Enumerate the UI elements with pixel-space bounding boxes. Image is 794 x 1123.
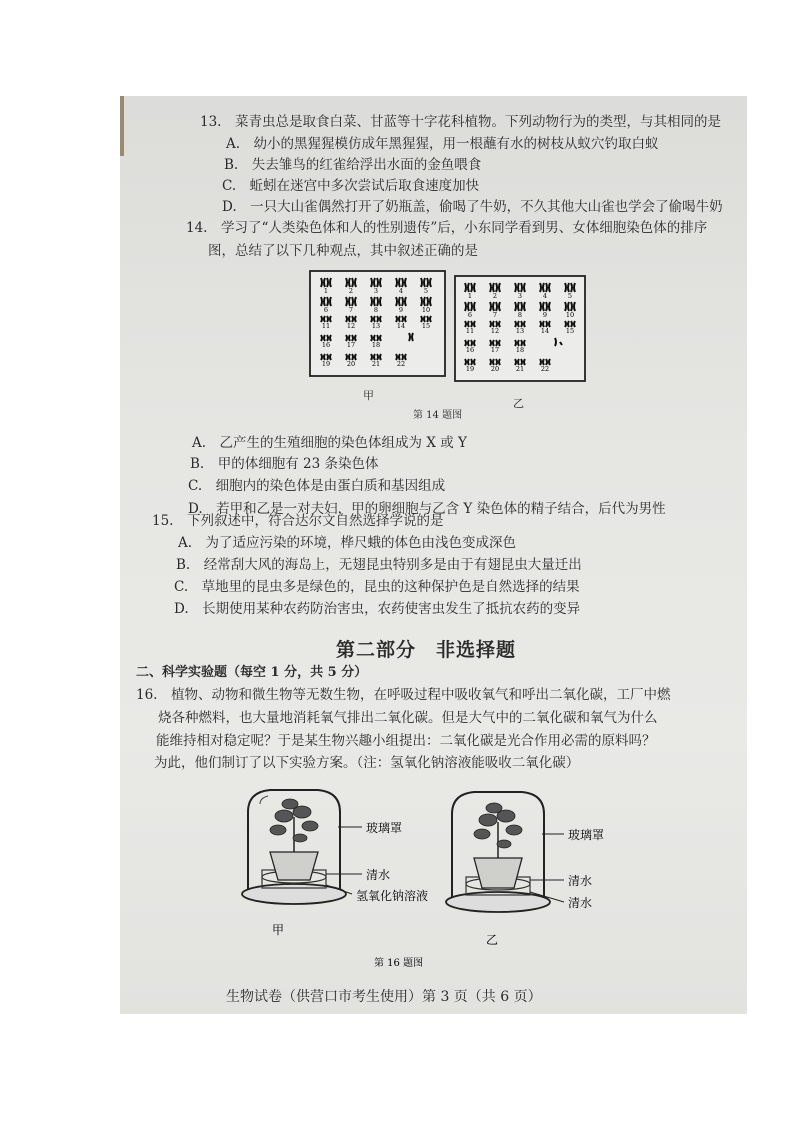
page-footer: 生物试卷（供营口市考生使用）第 3 页（共 6 页） <box>226 989 542 1005</box>
label-water-right-2: 清水 <box>568 896 593 910</box>
q13-stem: 13. 菜青虫总是取食白菜、甘蓝等十字花科植物。下列动物行为的类型，与其相同的是 <box>200 114 721 130</box>
part2-title: 第二部分 非选择题 <box>336 639 517 661</box>
q15-option-c: C. 草地里的昆虫多是绿色的，昆虫的这种保护色是自然选择的结果 <box>174 579 580 595</box>
chromosome-number: 21 <box>515 365 525 373</box>
chromosome-number: 3 <box>517 292 523 300</box>
chromosome-number: 16 <box>465 346 475 354</box>
chromosome-number: 15 <box>565 327 575 335</box>
chromosome-number: 13 <box>515 327 525 335</box>
chromosome-number: 11 <box>465 327 475 335</box>
q14-stem-line1: 14. 学习了“人类染色体和人的性别遗传”后，小东同学看到男、女体细胞染色体的排序 <box>186 220 708 236</box>
chromosome-number: 12 <box>490 327 500 335</box>
q16-line-2: 烧各种燃料，也大量地消耗氧气排出二氧化碳。但是大气中的二氧化碳和氧气为什么 <box>158 710 658 726</box>
q13-option-c: C. 蚯蚓在迷宫中多次尝试后取食速度加快 <box>222 178 480 194</box>
chromosome-number: 9 <box>398 306 404 314</box>
chromosome-number: 5 <box>567 292 573 300</box>
chromosome-number: 8 <box>517 311 523 319</box>
q13-option-d: D. 一只大山雀偶然打开了奶瓶盖，偷喝了牛奶，不久其他大山雀也学会了偷喝牛奶 <box>222 199 723 215</box>
chromosome-number: 14 <box>540 327 550 335</box>
chromosome-number: 16 <box>321 341 331 349</box>
chromosome-number: 15 <box>421 322 431 330</box>
chromosome-number: 20 <box>346 360 356 368</box>
label-glass-cover-right: 玻璃罩 <box>568 828 605 842</box>
q15-option-b: B. 经常刮大风的海岛上，无翅昆虫特别多是由于有翅昆虫大量迁出 <box>176 557 582 573</box>
bell-jar-figure <box>230 782 620 972</box>
chromosome-number: 22 <box>396 360 406 368</box>
q16-line-1: 16. 植物、动物和微生物等无数生物，在呼吸过程中吸收氧气和呼出二氧化碳，工厂中燃 <box>136 687 671 703</box>
figure14-label-left: 甲 <box>363 389 374 402</box>
chromosome-number: 19 <box>321 360 331 368</box>
q16-line-4: 为此，他们制订了以下实验方案。（注：氢氧化钠溶液能吸收二氧化碳） <box>154 755 580 771</box>
chromosome-number: 18 <box>515 346 525 354</box>
chromosome-number: 1 <box>323 287 329 295</box>
chromosome-number: 2 <box>492 292 498 300</box>
karyotype-figure <box>300 266 590 386</box>
q14-option-a: A. 乙产生的生殖细胞的染色体组成为 X 或 Y <box>192 435 467 451</box>
chromosome-number: 17 <box>490 346 500 354</box>
chromosome-number: 13 <box>371 322 381 330</box>
chromosome-number: 20 <box>490 365 500 373</box>
chromosome-number: 10 <box>421 306 431 314</box>
chromosome-number: 18 <box>371 341 381 349</box>
bell-jar-left <box>242 790 362 904</box>
chromosome-number: 5 <box>423 287 429 295</box>
chromosome-number: 21 <box>371 360 381 368</box>
q13-option-b: B. 失去雏鸟的红雀给浮出水面的金鱼喂食 <box>224 157 482 173</box>
chromosome-number: 10 <box>565 311 575 319</box>
chromosome-number: 1 <box>467 292 473 300</box>
q16-line-3: 能维持相对稳定呢？于是某生物兴趣小组提出：二氧化碳是光合作用必需的原料吗？ <box>156 733 656 749</box>
q15-stem: 15. 下列叙述中，符合达尔文自然选择学说的是 <box>152 513 444 529</box>
chromosome-number: 6 <box>323 306 329 314</box>
chromosome-number: 17 <box>346 341 356 349</box>
q15-option-a: A. 为了适应污染的环境，桦尺蛾的体色由浅色变成深色 <box>178 535 517 551</box>
label-water-right-1: 清水 <box>568 874 593 888</box>
label-glass-cover-left: 玻璃罩 <box>366 821 403 835</box>
section-heading: 二、科学实验题（每空 1 分，共 5 分） <box>136 665 368 680</box>
bell-jar-right <box>446 792 564 912</box>
chromosome-number: 11 <box>321 322 331 330</box>
chromosome-number: 4 <box>398 287 404 295</box>
figure16-label-right: 乙 <box>486 933 499 947</box>
chromosome-number: 6 <box>467 311 473 319</box>
chromosome-number: 14 <box>396 322 406 330</box>
figure14-label-right: 乙 <box>513 397 524 410</box>
chromosome-number: 3 <box>373 287 379 295</box>
chromosome-number: 4 <box>542 292 548 300</box>
q13-option-a: A. 幼小的黑猩猩模仿成年黑猩猩，用一根蘸有水的树枝从蚁穴钓取白蚁 <box>226 136 659 152</box>
figure16-label-left: 甲 <box>272 923 285 937</box>
q15-option-d: D. 长期使用某种农药防治害虫，农药使害虫发生了抵抗农药的变异 <box>174 601 581 617</box>
chromosome-number: 19 <box>465 365 475 373</box>
label-naoh-left: 氢氧化钠溶液 <box>356 889 429 903</box>
chromosome-number: 12 <box>346 322 356 330</box>
q14-option-d: D. 若甲和乙是一对夫妇，甲的卵细胞与乙含 Y 染色体的精子结合，后代为男性 <box>188 501 666 517</box>
chromosome-number: 7 <box>492 311 498 319</box>
figure16-caption: 第 16 题图 <box>374 958 424 969</box>
figure14-caption: 第 14 题图 <box>413 410 463 421</box>
chromosome-number: 7 <box>348 306 354 314</box>
q14-stem-line2: 图，总结了以下几种观点，其中叙述正确的是 <box>208 243 478 259</box>
q14-option-c: C. 细胞内的染色体是由蛋白质和基因组成 <box>188 478 446 494</box>
chromosome-number: 9 <box>542 311 548 319</box>
chromosome-number: 8 <box>373 306 379 314</box>
label-water-left: 清水 <box>366 868 391 882</box>
chromosome-number: 2 <box>348 287 354 295</box>
chromosome-number: 22 <box>540 365 550 373</box>
q14-option-b: B. 甲的体细胞有 23 条染色体 <box>190 456 379 472</box>
paper-edge <box>120 96 124 156</box>
